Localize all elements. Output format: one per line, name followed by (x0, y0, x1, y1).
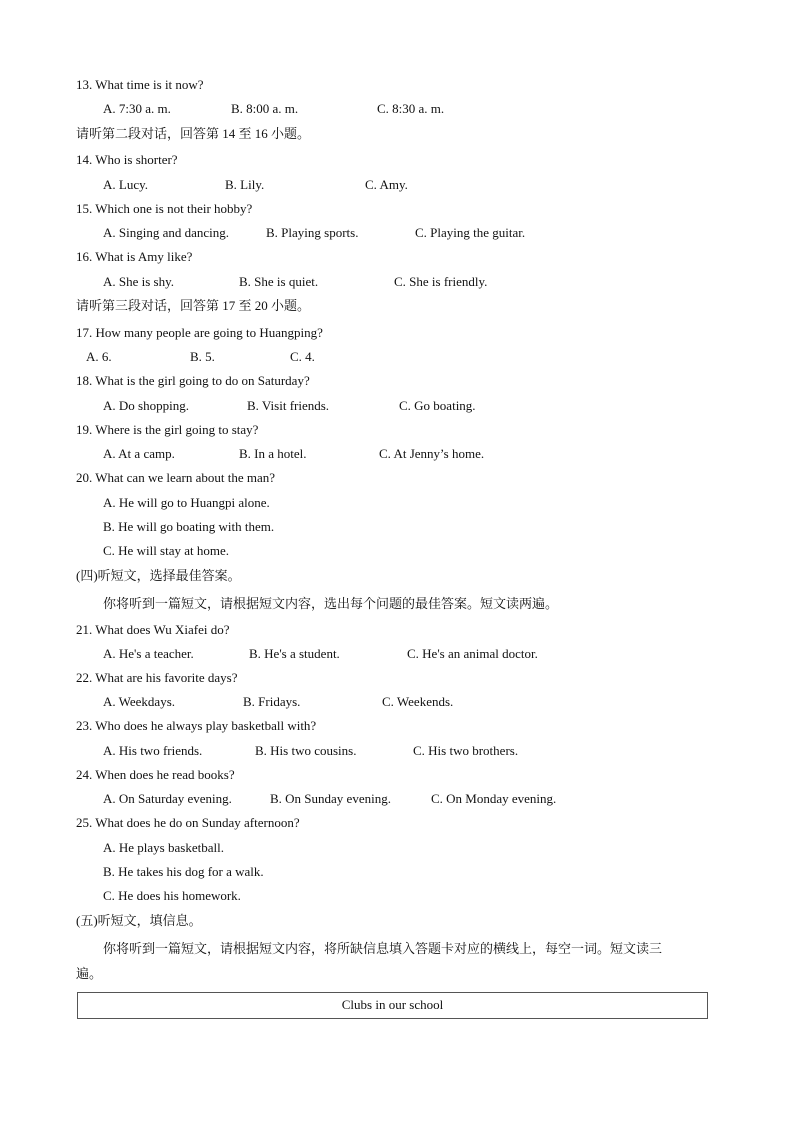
q23-option-c: C. His two brothers. (413, 743, 519, 758)
q22-option-a: A. Weekdays. (103, 694, 176, 709)
q14-option-a: A. Lucy. (103, 177, 149, 192)
q22-option-c: C. Weekends. (382, 694, 454, 709)
q13-option-c: C. 8:30 a. m. (377, 101, 445, 116)
question-25: 25. What does he do on Sunday afternoon? (76, 815, 300, 830)
q23-option-b: B. His two cousins. (255, 743, 357, 758)
q17-option-b: B. 5. (190, 349, 215, 364)
q16-option-a: A. She is shy. (103, 274, 175, 289)
q21-option-a: A. He's a teacher. (103, 646, 194, 661)
q14-option-b: B. Lily. (225, 177, 265, 192)
q25-option-a: A. He plays basketball. (103, 840, 224, 855)
part-5-title: (五)听短文，填信息。 (76, 913, 202, 928)
question-24: 24. When does he read books? (76, 767, 235, 782)
q20-option-c: C. He will stay at home. (103, 543, 230, 558)
part-5-instruction-line-1: 你将听到一篇短文，请根据短文内容，将所缺信息填入答题卡对应的横线上，每空一词。短文读三 (103, 941, 663, 956)
q24-option-b: B. On Sunday evening. (270, 791, 391, 806)
q24-option-a: A. On Saturday evening. (103, 791, 232, 806)
q14-option-c: C. Amy. (365, 177, 408, 192)
section-3-instruction: 请听第三段对话，回答第 17 至 20 小题。 (76, 298, 311, 313)
question-18: 18. What is the girl going to do on Saturday? (76, 373, 310, 388)
part-4-title: (四)听短文，选择最佳答案。 (76, 568, 241, 583)
question-22: 22. What are his favorite days? (76, 670, 238, 685)
question-15: 15. Which one is not their hobby? (76, 201, 253, 216)
question-16: 16. What is Amy like? (76, 249, 193, 264)
question-23: 23. Who does he always play basketball with? (76, 718, 317, 733)
question-17: 17. How many people are going to Huangping? (76, 325, 323, 340)
q20-option-b: B. He will go boating with them. (103, 519, 275, 534)
question-21: 21. What does Wu Xiafei do? (76, 622, 230, 637)
q13-option-a: A. 7:30 a. m. (103, 101, 171, 116)
q25-option-c: C. He does his homework. (103, 888, 241, 903)
q24-option-c: C. On Monday evening. (431, 791, 557, 806)
q21-option-c: C. He's an animal doctor. (407, 646, 538, 661)
q23-option-a: A. His two friends. (103, 743, 203, 758)
q16-option-b: B. She is quiet. (239, 274, 319, 289)
section-2-instruction: 请听第二段对话，回答第 14 至 16 小题。 (76, 126, 311, 141)
q18-option-b: B. Visit friends. (247, 398, 330, 413)
q18-option-a: A. Do shopping. (103, 398, 189, 413)
question-20: 20. What can we learn about the man? (76, 470, 276, 485)
clubs-table-title: Clubs in our school (341, 997, 444, 1012)
q17-option-c: C. 4. (290, 349, 315, 364)
part-5-instruction-line-2: 遍。 (76, 966, 103, 981)
q15-option-a: A. Singing and dancing. (103, 225, 230, 240)
q19-option-a: A. At a camp. (103, 446, 175, 461)
q13-option-b: B. 8:00 a. m. (231, 101, 299, 116)
q18-option-c: C. Go boating. (399, 398, 476, 413)
q17-option-a: A. 6. (86, 349, 112, 364)
q25-option-b: B. He takes his dog for a walk. (103, 864, 264, 879)
q19-option-b: B. In a hotel. (239, 446, 307, 461)
question-13: 13. What time is it now? (76, 77, 204, 92)
q20-option-a: A. He will go to Huangpi alone. (103, 495, 270, 510)
question-14: 14. Who is shorter? (76, 152, 178, 167)
q19-option-c: C. At Jenny’s home. (379, 446, 485, 461)
q15-option-c: C. Playing the guitar. (415, 225, 526, 240)
part-4-instruction: 你将听到一篇短文，请根据短文内容，选出每个问题的最佳答案。短文读两遍。 (103, 596, 559, 611)
q22-option-b: B. Fridays. (243, 694, 301, 709)
q21-option-b: B. He's a student. (249, 646, 340, 661)
q15-option-b: B. Playing sports. (266, 225, 359, 240)
clubs-table (77, 992, 708, 1019)
q16-option-c: C. She is friendly. (394, 274, 488, 289)
question-19: 19. Where is the girl going to stay? (76, 422, 259, 437)
